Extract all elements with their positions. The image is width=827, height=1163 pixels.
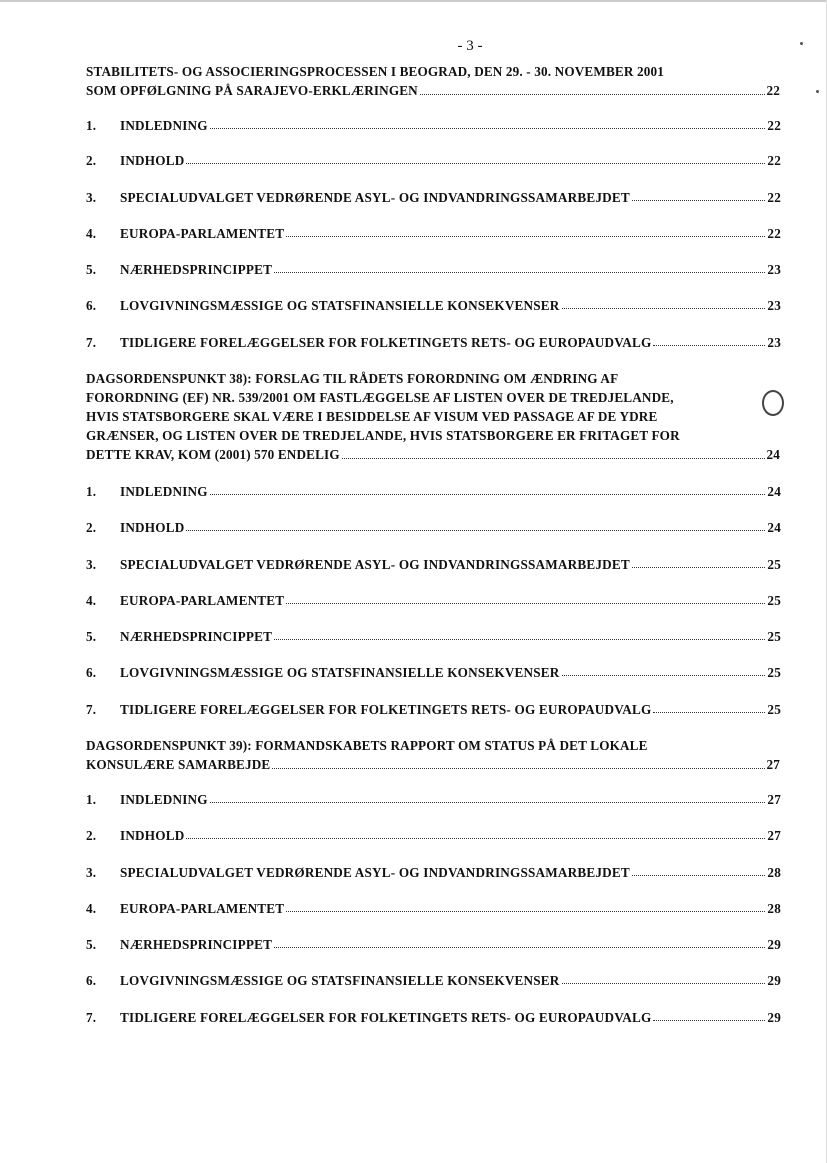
entry-number: 3. [86, 865, 97, 880]
entry-page: 23 [767, 262, 781, 277]
entry-title: TIDLIGERE FORELÆGGELSER FOR FOLKETINGETS RETS- OG EUROPAUDVALG [120, 1010, 652, 1025]
entry-page: 27 [767, 792, 781, 807]
dot-leader [286, 236, 765, 237]
entry-page: 29 [767, 973, 781, 988]
dot-leader [274, 639, 765, 640]
entry-number: 5. [86, 262, 97, 277]
dot-leader [653, 712, 765, 713]
toc-entry [86, 556, 781, 573]
entry-page: 22 [767, 153, 781, 168]
entry-number: 1. [86, 484, 97, 499]
entry-title: SPECIALUDVALGET VEDRØRENDE ASYL- OG INDVANDRINGSSAMARBEJDET [120, 190, 630, 205]
dot-leader [632, 875, 766, 876]
dot-leader [186, 838, 765, 839]
dot-leader [272, 768, 764, 769]
entry-title: INDHOLD [120, 520, 185, 535]
toc-entry [86, 483, 781, 500]
entry-title: NÆRHEDSPRINCIPPET [120, 629, 273, 644]
heading-last-line [86, 81, 780, 100]
heading-line: GRÆNSER, OG LISTEN OVER DE TREDJELANDE, HVIS STATSBORGERE ER FRITAGET FOR [86, 428, 680, 443]
scan-speck [816, 90, 819, 93]
entry-title: LOVGIVNINGSMÆSSIGE OG STATSFINANSIELLE KONSEKVENSER [120, 665, 560, 680]
entry-number: 6. [86, 973, 97, 988]
entry-title: INDHOLD [120, 828, 185, 843]
dot-leader [653, 1020, 765, 1021]
page-number: - 3 - [457, 38, 483, 54]
entry-page: 22 [767, 190, 781, 205]
entry-page: 24 [767, 484, 781, 499]
entry-title: INDHOLD [120, 153, 185, 168]
entry-number: 2. [86, 153, 97, 168]
entry-page: 25 [767, 629, 781, 644]
dot-leader [342, 458, 765, 459]
heading-line: DAGSORDENSPUNKT 38): FORSLAG TIL RÅDETS FORORDNING OM ÆNDRING AF [86, 371, 619, 386]
entry-number: 2. [86, 520, 97, 535]
entry-page: 25 [767, 557, 781, 572]
entry-page: 25 [767, 702, 781, 717]
entry-title: TIDLIGERE FORELÆGGELSER FOR FOLKETINGETS RETS- OG EUROPAUDVALG [120, 335, 652, 350]
toc-entry [86, 261, 781, 278]
dot-leader [562, 675, 766, 676]
entry-number: 7. [86, 702, 97, 717]
entry-page: 29 [767, 1010, 781, 1025]
heading-page: 22 [766, 83, 780, 98]
dot-leader [186, 163, 765, 164]
toc-entry [86, 827, 781, 844]
toc-entry [86, 900, 781, 917]
entry-title: LOVGIVNINGSMÆSSIGE OG STATSFINANSIELLE KONSEKVENSER [120, 973, 560, 988]
entry-title: INDLEDNING [120, 792, 208, 807]
scan-speck [800, 42, 803, 45]
toc-entry [86, 117, 781, 134]
entry-number: 4. [86, 593, 97, 608]
entry-page: 27 [767, 828, 781, 843]
heading-last-line [86, 755, 780, 774]
toc-entry [86, 519, 781, 536]
heading-page: 24 [766, 447, 780, 462]
entry-page: 28 [767, 901, 781, 916]
entry-number: 1. [86, 792, 97, 807]
heading-page: 27 [766, 757, 780, 772]
toc-entry [86, 664, 781, 681]
entry-title: NÆRHEDSPRINCIPPET [120, 937, 273, 952]
entry-page: 23 [767, 298, 781, 313]
dot-leader [562, 308, 766, 309]
dot-leader [632, 567, 766, 568]
heading-last-line [86, 445, 780, 464]
toc-entry [86, 592, 781, 609]
toc-entry [86, 334, 781, 351]
entry-title: INDLEDNING [120, 484, 208, 499]
entry-number: 4. [86, 901, 97, 916]
entry-page: 24 [767, 520, 781, 535]
dot-leader [210, 128, 766, 129]
entry-title: SPECIALUDVALGET VEDRØRENDE ASYL- OG INDVANDRINGSSAMARBEJDET [120, 865, 630, 880]
entry-number: 7. [86, 1010, 97, 1025]
dot-leader [286, 603, 765, 604]
toc-entry [86, 864, 781, 881]
dot-leader [286, 911, 765, 912]
toc-entry [86, 1009, 781, 1026]
dot-leader [186, 530, 765, 531]
toc-entry [86, 791, 781, 808]
entry-number: 6. [86, 665, 97, 680]
entry-number: 4. [86, 226, 97, 241]
dot-leader [274, 947, 765, 948]
entry-title: SPECIALUDVALGET VEDRØRENDE ASYL- OG INDVANDRINGSSAMARBEJDET [120, 557, 630, 572]
heading-line: HVIS STATSBORGERE SKAL VÆRE I BESIDDELSE AF VISUM VED PASSAGE AF DE YDRE [86, 409, 658, 424]
dot-leader [632, 200, 766, 201]
entry-page: 22 [767, 118, 781, 133]
entry-number: 2. [86, 828, 97, 843]
dot-leader [274, 272, 765, 273]
entry-title: TIDLIGERE FORELÆGGELSER FOR FOLKETINGETS RETS- OG EUROPAUDVALG [120, 702, 652, 717]
heading-line: FORORDNING (EF) NR. 539/2001 OM FASTLÆGGELSE AF LISTEN OVER DE TREDJELANDE, [86, 390, 674, 405]
entry-number: 3. [86, 190, 97, 205]
entry-page: 29 [767, 937, 781, 952]
section-heading [86, 736, 780, 774]
entry-number: 5. [86, 629, 97, 644]
dot-leader [210, 802, 766, 803]
toc-entry [86, 225, 781, 242]
toc-entry [86, 972, 781, 989]
heading-line: STABILITETS- OG ASSOCIERINGSPROCESSEN I BEOGRAD, DEN 29. - 30. NOVEMBER 2001 [86, 64, 664, 79]
toc-entry [86, 701, 781, 718]
heading-line: DAGSORDENSPUNKT 39): FORMANDSKABETS RAPPORT OM STATUS PÅ DET LOKALE [86, 738, 648, 753]
entry-number: 7. [86, 335, 97, 350]
entry-page: 22 [767, 226, 781, 241]
entry-page: 23 [767, 335, 781, 350]
hole-punch-mark [762, 390, 784, 416]
entry-page: 28 [767, 865, 781, 880]
entry-number: 3. [86, 557, 97, 572]
entry-title: LOVGIVNINGSMÆSSIGE OG STATSFINANSIELLE KONSEKVENSER [120, 298, 560, 313]
toc-entry [86, 152, 781, 169]
section-heading [86, 369, 780, 464]
toc-entry [86, 936, 781, 953]
entry-number: 1. [86, 118, 97, 133]
dot-leader [562, 983, 766, 984]
toc-entry [86, 189, 781, 206]
entry-title: EUROPA-PARLAMENTET [120, 593, 285, 608]
entry-number: 5. [86, 937, 97, 952]
entry-page: 25 [767, 665, 781, 680]
toc-entry [86, 628, 781, 645]
toc-entry [86, 297, 781, 314]
entry-title: EUROPA-PARLAMENTET [120, 226, 285, 241]
dot-leader [653, 345, 765, 346]
section-heading [86, 62, 780, 100]
scan-top-edge [0, 0, 827, 2]
dot-leader [210, 494, 766, 495]
heading-last-text: SOM OPFØLGNING PÅ SARAJEVO-ERKLÆRINGEN [86, 83, 418, 98]
entry-title: NÆRHEDSPRINCIPPET [120, 262, 273, 277]
entry-title: INDLEDNING [120, 118, 208, 133]
heading-last-text: DETTE KRAV, KOM (2001) 570 ENDELIG [86, 447, 340, 462]
dot-leader [420, 94, 765, 95]
heading-last-text: KONSULÆRE SAMARBEJDE [86, 757, 271, 772]
entry-title: EUROPA-PARLAMENTET [120, 901, 285, 916]
entry-page: 25 [767, 593, 781, 608]
entry-number: 6. [86, 298, 97, 313]
